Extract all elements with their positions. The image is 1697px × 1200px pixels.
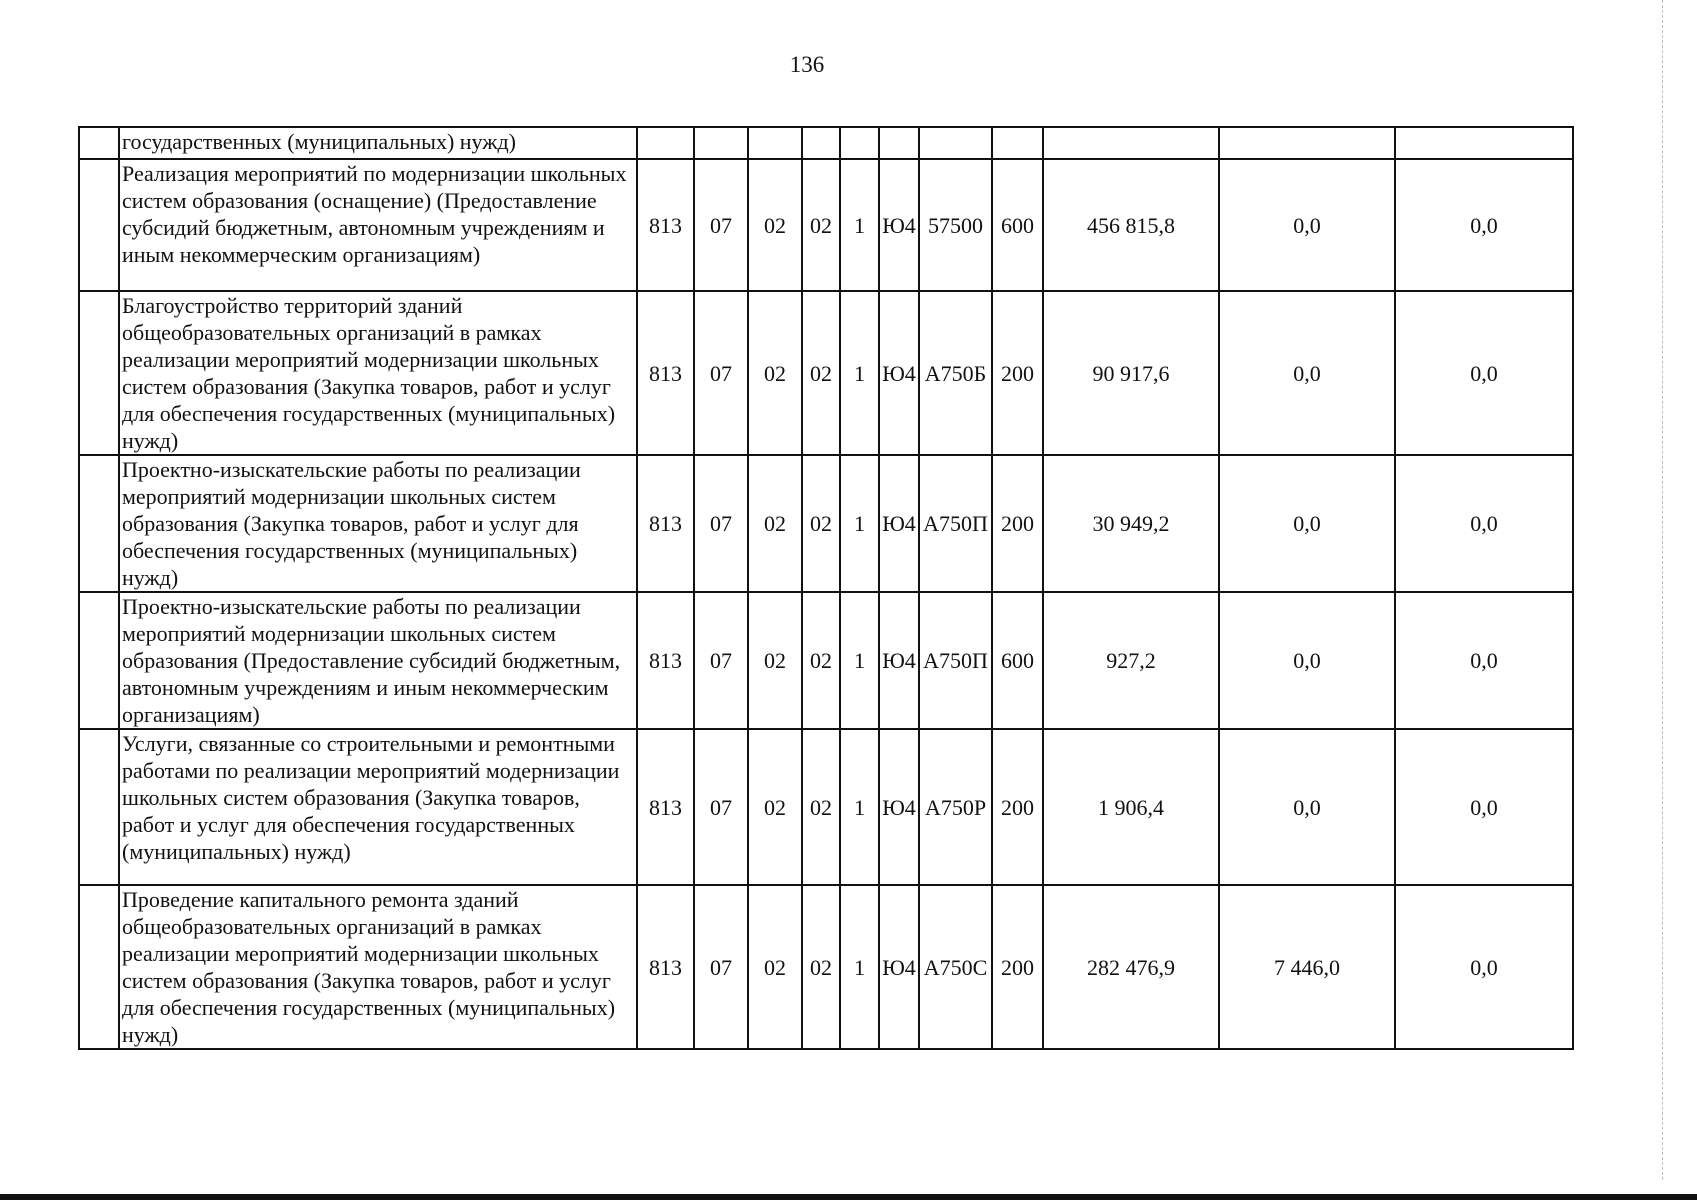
program-code-cell: 02 [802, 455, 840, 592]
empty-cell [1043, 127, 1219, 159]
expense-type-cell: 600 [992, 159, 1043, 291]
subsection-code-cell: 02 [748, 592, 802, 729]
ministry-code-cell: 813 [637, 291, 694, 455]
amount-year-1-cell: 30 949,2 [1043, 455, 1219, 592]
subprogram-code-cell: 1 [840, 729, 879, 885]
row-number-cell [79, 127, 119, 159]
empty-cell [694, 127, 748, 159]
amount-year-1-cell: 1 906,4 [1043, 729, 1219, 885]
amount-year-3-cell: 0,0 [1395, 729, 1573, 885]
page-number: 136 [789, 52, 825, 77]
row-number-cell [79, 159, 119, 291]
project-code-cell: Ю4 [879, 455, 919, 592]
expense-type-cell: 200 [992, 885, 1043, 1049]
table-row [79, 159, 1573, 291]
direction-code-cell: А750С [919, 885, 992, 1049]
program-code-cell: 02 [802, 885, 840, 1049]
direction-code-cell: 57500 [919, 159, 992, 291]
expense-type-cell: 200 [992, 455, 1043, 592]
page-edge-line [1662, 0, 1664, 1180]
amount-year-3-cell: 0,0 [1395, 592, 1573, 729]
ministry-code-cell: 813 [637, 729, 694, 885]
amount-year-2-cell: 0,0 [1219, 455, 1395, 592]
direction-code-cell: А750П [919, 592, 992, 729]
expense-type-cell: 200 [992, 291, 1043, 455]
section-code-cell: 07 [694, 291, 748, 455]
amount-year-2-cell: 0,0 [1219, 159, 1395, 291]
description-cell: Услуги, связанные со строительными и ремонтными работами по реализации мероприятий модернизации школьных систем образования (Закупка товаров, работ и услуг для обеспечения государственных (муниципальных) нужд) [119, 729, 637, 885]
table-row [79, 291, 1573, 455]
description-cell: Проектно-изыскательские работы по реализации мероприятий модернизации школьных систем образования (Закупка товаров, работ и услуг для обеспечения государственных (муниципальных) нужд) [119, 455, 637, 592]
section-code-cell: 07 [694, 592, 748, 729]
direction-code-cell: А750П [919, 455, 992, 592]
amount-year-3-cell: 0,0 [1395, 455, 1573, 592]
program-code-cell: 02 [802, 592, 840, 729]
program-code-cell: 02 [802, 159, 840, 291]
section-code-cell: 07 [694, 885, 748, 1049]
bottom-scan-bar [0, 1194, 1697, 1200]
budget-table [78, 126, 1574, 1050]
subsection-code-cell: 02 [748, 729, 802, 885]
project-code-cell: Ю4 [879, 729, 919, 885]
amount-year-2-cell: 0,0 [1219, 729, 1395, 885]
subsection-code-cell: 02 [748, 291, 802, 455]
description-cell: Реализация мероприятий по модернизации школьных систем образования (оснащение) (Предоставление субсидий бюджетным, автономным учреждениям и иным некоммерческим организациям) [119, 159, 637, 291]
project-code-cell: Ю4 [879, 592, 919, 729]
row-number-cell [79, 729, 119, 885]
amount-year-2-cell: 0,0 [1219, 592, 1395, 729]
section-code-cell: 07 [694, 729, 748, 885]
row-number-cell [79, 592, 119, 729]
expense-type-cell: 600 [992, 592, 1043, 729]
empty-cell [1395, 127, 1573, 159]
amount-year-1-cell: 282 476,9 [1043, 885, 1219, 1049]
amount-year-2-cell: 7 446,0 [1219, 885, 1395, 1049]
direction-code-cell: А750Б [919, 291, 992, 455]
subprogram-code-cell: 1 [840, 455, 879, 592]
description-cell: Благоустройство территорий зданий общеобразовательных организаций в рамках реализации мероприятий модернизации школьных систем образования (Закупка товаров, работ и услуг для обеспечения государственных (муниципальных) нужд) [119, 291, 637, 455]
project-code-cell: Ю4 [879, 291, 919, 455]
empty-cell [879, 127, 919, 159]
subsection-code-cell: 02 [748, 159, 802, 291]
empty-cell [748, 127, 802, 159]
amount-year-3-cell: 0,0 [1395, 291, 1573, 455]
row-number-cell [79, 291, 119, 455]
ministry-code-cell: 813 [637, 592, 694, 729]
table-row [79, 455, 1573, 592]
empty-cell [802, 127, 840, 159]
continuation-description: государственных (муниципальных) нужд) [119, 127, 637, 159]
amount-year-3-cell: 0,0 [1395, 159, 1573, 291]
table-row [79, 592, 1573, 729]
row-number-cell [79, 455, 119, 592]
table-body [79, 127, 1573, 1049]
amount-year-1-cell: 927,2 [1043, 592, 1219, 729]
subprogram-code-cell: 1 [840, 159, 879, 291]
section-code-cell: 07 [694, 159, 748, 291]
table-row [79, 729, 1573, 885]
empty-cell [919, 127, 992, 159]
description-cell: Проектно-изыскательские работы по реализации мероприятий модернизации школьных систем образования (Предоставление субсидий бюджетным, автономным учреждениям и иным некоммерческим организациям) [119, 592, 637, 729]
empty-cell [840, 127, 879, 159]
empty-cell [1219, 127, 1395, 159]
project-code-cell: Ю4 [879, 159, 919, 291]
program-code-cell: 02 [802, 729, 840, 885]
ministry-code-cell: 813 [637, 885, 694, 1049]
subprogram-code-cell: 1 [840, 291, 879, 455]
subsection-code-cell: 02 [748, 455, 802, 592]
amount-year-3-cell: 0,0 [1395, 885, 1573, 1049]
program-code-cell: 02 [802, 291, 840, 455]
subprogram-code-cell: 1 [840, 885, 879, 1049]
row-number-cell [79, 885, 119, 1049]
description-cell: Проведение капитального ремонта зданий общеобразовательных организаций в рамках реализации мероприятий модернизации школьных систем образования (Закупка товаров, работ и услуг для обеспечения государственных (муниципальных) нужд) [119, 885, 637, 1049]
expense-type-cell: 200 [992, 729, 1043, 885]
continuation-row [79, 127, 1573, 159]
table-row [79, 885, 1573, 1049]
subsection-code-cell: 02 [748, 885, 802, 1049]
section-code-cell: 07 [694, 455, 748, 592]
amount-year-1-cell: 456 815,8 [1043, 159, 1219, 291]
ministry-code-cell: 813 [637, 455, 694, 592]
subprogram-code-cell: 1 [840, 592, 879, 729]
project-code-cell: Ю4 [879, 885, 919, 1049]
amount-year-1-cell: 90 917,6 [1043, 291, 1219, 455]
empty-cell [637, 127, 694, 159]
empty-cell [992, 127, 1043, 159]
direction-code-cell: А750Р [919, 729, 992, 885]
ministry-code-cell: 813 [637, 159, 694, 291]
amount-year-2-cell: 0,0 [1219, 291, 1395, 455]
